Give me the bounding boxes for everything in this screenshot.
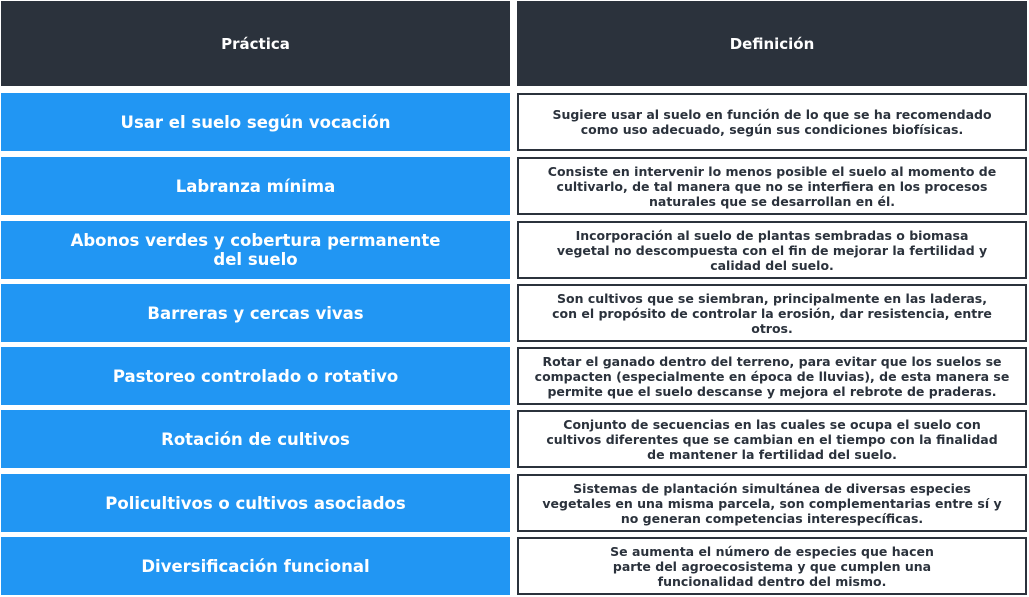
definition-text: Consiste en intervenir lo menos posible el suelo al momento de cultivarlo, de tal manera que no se interfiera en los procesos naturales que se desarrollan en él.	[547, 163, 997, 209]
definition-cell	[517, 537, 1027, 595]
definition-text: Sistemas de plantación simultánea de diversas especies vegetales en una misma parcela, son complementarias entre sí y no generan competencias interespecíficas.	[542, 480, 1002, 526]
practice-label: Pastoreo controlado o rotativo	[112, 366, 399, 386]
practice-cell	[1, 347, 510, 405]
header-definition-label: Definición	[729, 34, 815, 53]
header-practice	[1, 1, 510, 86]
practice-cell	[1, 221, 510, 279]
header-practice-label: Práctica	[221, 34, 290, 53]
definition-cell	[517, 157, 1027, 215]
definition-text: Rotar el ganado dentro del terreno, para evitar que los suelos se compacten (especialmente en época de lluvias), de esta manera se permite que el suelo descanse y mejora el rebrote de praderas.	[534, 353, 1010, 399]
practice-label: Diversificación funcional	[141, 556, 370, 576]
practice-label: Policultivos o cultivos asociados	[105, 493, 406, 513]
definition-text: Son cultivos que se siembran, principalmente en las laderas, con el propósito de controlar la erosión, dar resistencia, entre otros.	[552, 290, 992, 336]
practice-label: Labranza mínima	[175, 176, 336, 196]
practice-cell	[1, 474, 510, 532]
definition-cell	[517, 221, 1027, 279]
definition-text: Sugiere usar al suelo en función de lo que se ha recomendado como uso adecuado, según sus condiciones biofísicas.	[552, 107, 992, 137]
practice-cell	[1, 157, 510, 215]
definition-cell	[517, 347, 1027, 405]
definition-text: Conjunto de secuencias en las cuales se ocupa el suelo con cultivos diferentes que se cambian en el tiempo con la finalidad de mantener la fertilidad del suelo.	[546, 416, 998, 462]
definition-cell	[517, 93, 1027, 151]
practice-label: Abonos verdes y cobertura permanente del suelo	[70, 231, 441, 269]
definition-cell	[517, 410, 1027, 468]
practice-cell	[1, 410, 510, 468]
practice-cell	[1, 284, 510, 342]
practice-label: Usar el suelo según vocación	[120, 112, 391, 132]
practice-label: Barreras y cercas vivas	[147, 303, 364, 323]
header-definition	[517, 1, 1027, 86]
definition-cell	[517, 284, 1027, 342]
definition-cell	[517, 474, 1027, 532]
practice-label: Rotación de cultivos	[161, 429, 350, 449]
definition-text: Se aumenta el número de especies que hacen parte del agroecosistema y que cumplen una funcionalidad dentro del mismo.	[610, 543, 934, 589]
definition-text: Incorporación al suelo de plantas sembradas o biomasa vegetal no descompuesta con el fin de mejorar la fertilidad y calidad del suelo.	[556, 227, 988, 273]
practice-cell	[1, 537, 510, 595]
practice-cell	[1, 93, 510, 151]
